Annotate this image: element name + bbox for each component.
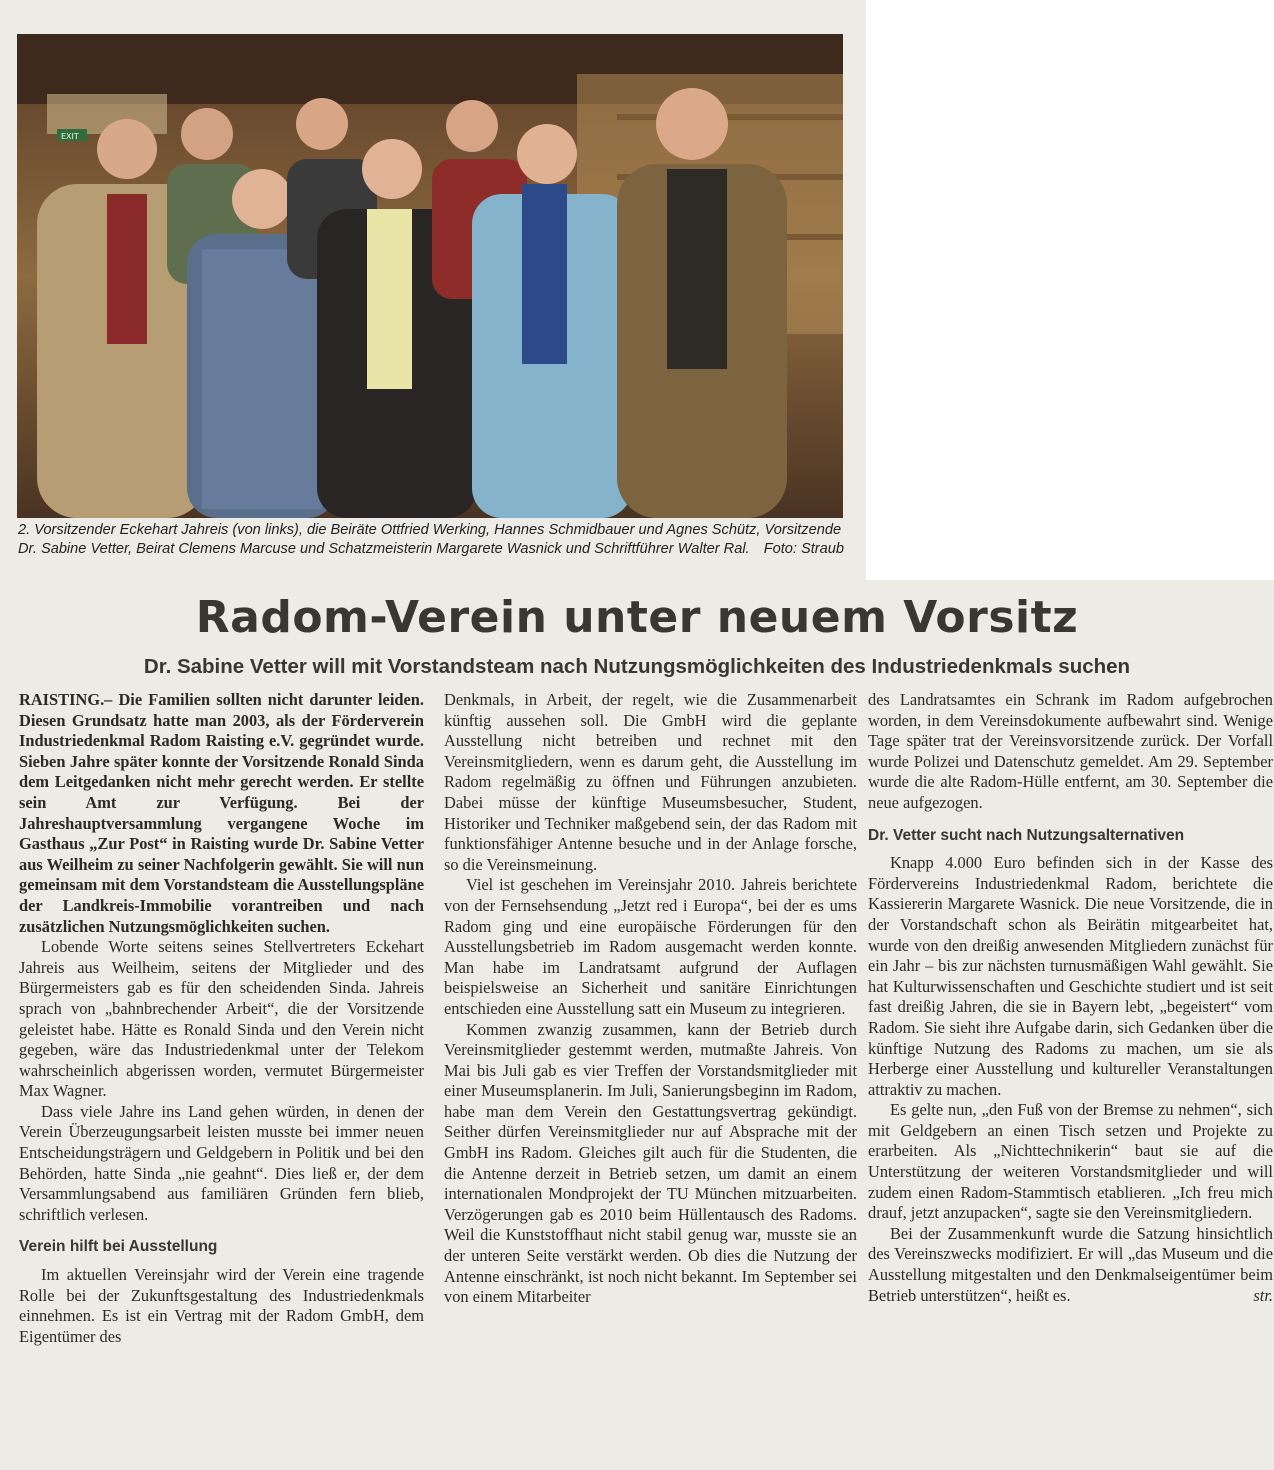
col2-paragraph: Kommen zwanzig zusammen, kann der Betrieb durch Vereinsmitglieder gestemmt werden, mutmaßte Jahreis. Von Mai bis Juli gab es vier Treffen der Vorstandsmitglieder mit einer Museumsplanerin. Im Juli, Sanierungsbeginn im Radom, habe man dem Verein den Gestattungsvertrag gekündigt. Seither dürfen Vereinsmitglieder nur auf Absprache mit der GmbH ins Radom. Gleiches gilt auch für die Studenten, die die Antenne derzeit in Betrieb setzen, um damit an einem internationalen Mondprojekt der TU München mitzuarbeiten. Verzögerungen gab es 2010 beim Hüllentausch des Radoms. Weil die Kunststoffhaut nicht stabil genug war, musste sie an der unteren Seite verstärkt werden. Ob dies die Nutzung der Antenne einschränkt, ist noch nicht bekannt. Im September sei von einem Mitarbeiter [444,1019,857,1307]
article-headline: Radom-Verein unter neuem Vorsitz [195,592,1079,643]
subhead-verein-hilft: Verein hilft bei Ausstellung [19,1238,218,1256]
article-column-3 [868,690,1273,1306]
dateline: RAISTING.– [19,690,113,709]
final-paragraph-text: Bei der Zusammenkunft wurde die Satzung hinsichtlich des Vereinszwecks modifiziert. Er will „das Museum und die Ausstellung mitgestalten und den Denkmalseigentümer beim Betrieb unterstützen“, heißt es. [868,1223,1273,1305]
col3-paragraph: des Landratsamtes ein Schrank im Radom aufgebrochen worden, in dem Vereinsdokumente aufbewahrt sind. Wenige Tage später trat der Vereinsvorsitzende zurück. Der Vorfall wurde Polizei und Datenschutz gemeldet. Am 29. September wurde die alte Radom-Hülle entfernt, am 30. September die neue aufgezogen. [868,690,1273,812]
col3-paragraph: Es gelte nun, „den Fuß von der Bremse zu nehmen“, sich mit Geldgebern an einen Tisch setzen und Projekte zu erarbeiten. Als „Nichttechnikerin“ baut sie auf die Unterstützung der weiteren Vorstandsmitglieder und will zudem einen Radom-Stammtisch etablieren. „Ich freu mich drauf, jetzt anzupacken“, sagte sie den Vereinsmitgliedern. [868,1100,1273,1223]
subhead-dr-vetter: Dr. Vetter sucht nach Nutzungsalternativen [868,826,1185,844]
col3-paragraph [868,1224,1273,1306]
photo-credit: Foto: Straub [763,540,844,557]
col2-paragraph: Denkmals, in Arbeit, der regelt, wie die Zusammenarbeit künftig aussehen soll. Die GmbH wird die geplante Ausstellung nicht betreiben und rechnet mit den Vereinsmitgliedern, wenn es darum geht, die Ausstellung im Radom regelmäßig zu öffnen und Führungen anzubieten. Dabei müsse der künftige Museumsbesucher, Student, Historiker und Techniker maßgebend sein, der das Radom mit funktionsfähiger Antenne besuche und in der Anlage forsche, so die Vereinsmeinung. [444,690,857,874]
col1-paragraph: Lobende Worte seitens seines Stellvertreters Eckehart Jahreis aus Weilheim, seitens der Mitglieder und des Bürgermeisters gab es für den scheidenden Sinda. Jahreis sprach von „bahnbrechender Arbeit“, die der Vorsitzende geleistet habe. Hätte es Ronald Sinda und den Verein nicht gegeben, wäre das Industriedenkmal unter der Telekom wahrscheinlich abgerissen worden, vermutet Bürgermeister Max Wagner. [19,937,424,1101]
group-photo [17,34,843,518]
col2-paragraph: Viel ist geschehen im Vereinsjahr 2010. Jahreis berichtete von der Fernsehsendung „Jetzt red i Europa“, bei der es ums Radom ging und eine europäische Förderungen für den Ausstellungsbetrieb im Radom ausgemacht werden konnte. Man habe im Landratsamt aufgrund der Auflagen beispielsweise an Sicherheit und sanitäre Einrichtungen entschieden eine Ausstellung satt ein Museum zu integrieren. [444,875,857,1018]
exit-sign-text: EXIT [61,132,79,141]
lead-paragraph [19,690,424,937]
lead-text: Die Familien sollten nicht darunter leiden. Diesen Grundsatz hatte man 2003, als der Förderverein Industriedenkmal Radom Raisting e.V. gegründet wurde. Sieben Jahre später konnte der Vorsitzende Ronald Sinda dem Leitgedanken nicht mehr gerecht werden. Er stellte sein Amt zur Verfügung. Bei der Jahreshauptversammlung vergangene Woche im Gasthaus „Zur Post“ in Raisting wurde Dr. Sabine Vetter aus Weilheim zu seiner Nachfolgerin gewählt. Sie will nun gemeinsam mit dem Vorstandsteam die Ausstellungspläne der Landkreis-Immobilie vorantreiben und nach zusätzlichen Nutzungsmöglichkeiten suchen. [19,690,424,936]
col3-paragraph: Knapp 4.000 Euro befinden sich in der Kasse des Fördervereins Industriedenkmal Radom, berichtete die Kassiererin Margarete Wasnick. Die neue Vorsitzende, die in der Vorstandschaft schon als Beirätin mitgearbeitet hat, wurde von den dreißig anwesenden Mitgliedern zunächst für ein Jahr – bis zur nächsten turnusmäßigen Wahl gewählt. Sie hat Kulturwissenschaften und Geschichte studiert und ist seit fast dreißig Jahren, die sie in Bayern lebt, „begeistert“ vom Radom. Sie sieht ihre Aufgabe darin, sich Gedanken über die künftige Nutzung des Radoms zu machen, um sie als Herberge einer Ausstellung und kultureller Veranstaltungen attraktiv zu machen. [868,853,1273,1099]
author-signature: str. [1253,1285,1273,1305]
col1-paragraph: Im aktuellen Vereinsjahr wird der Verein eine tragende Rolle bei der Zukunftsgestaltung des Industriedenkmals einnehmen. Es ist ein Vertrag mit der Radom GmbH, dem Eigentümer des [19,1265,424,1346]
article-column-1 [19,690,424,1347]
article-column-2 [444,690,857,1308]
col1-paragraph: Dass viele Jahre ins Land gehen würden, in denen der Verein Überzeugungsarbeit leisten musste bei immer neuen Entscheidungsträgern und Geldgebern in Politik und bei den Behörden, hatte Sinda „nie geahnt“. Dies ließ er, der dem Versammlungsabend aus familiären Gründen fern blieb, schriftlich verlesen. [19,1101,424,1224]
photo-caption [18,521,844,558]
caption-text: 2. Vorsitzender Eckehart Jahreis (von links), die Beiräte Ottfried Werking, Hannes Schmidbauer und Agnes Schütz, Vorsitzende Dr. Sabine Vetter, Beirat Clemens Marcuse und Schatzmeisterin Margarete Wasnick und Schriftführer Walter Ral. [18,522,842,557]
article-subheadline: Dr. Sabine Vetter will mit Vorstandsteam nach Nutzungsmöglichkeiten des Industriedenkmals suchen [143,655,1131,678]
